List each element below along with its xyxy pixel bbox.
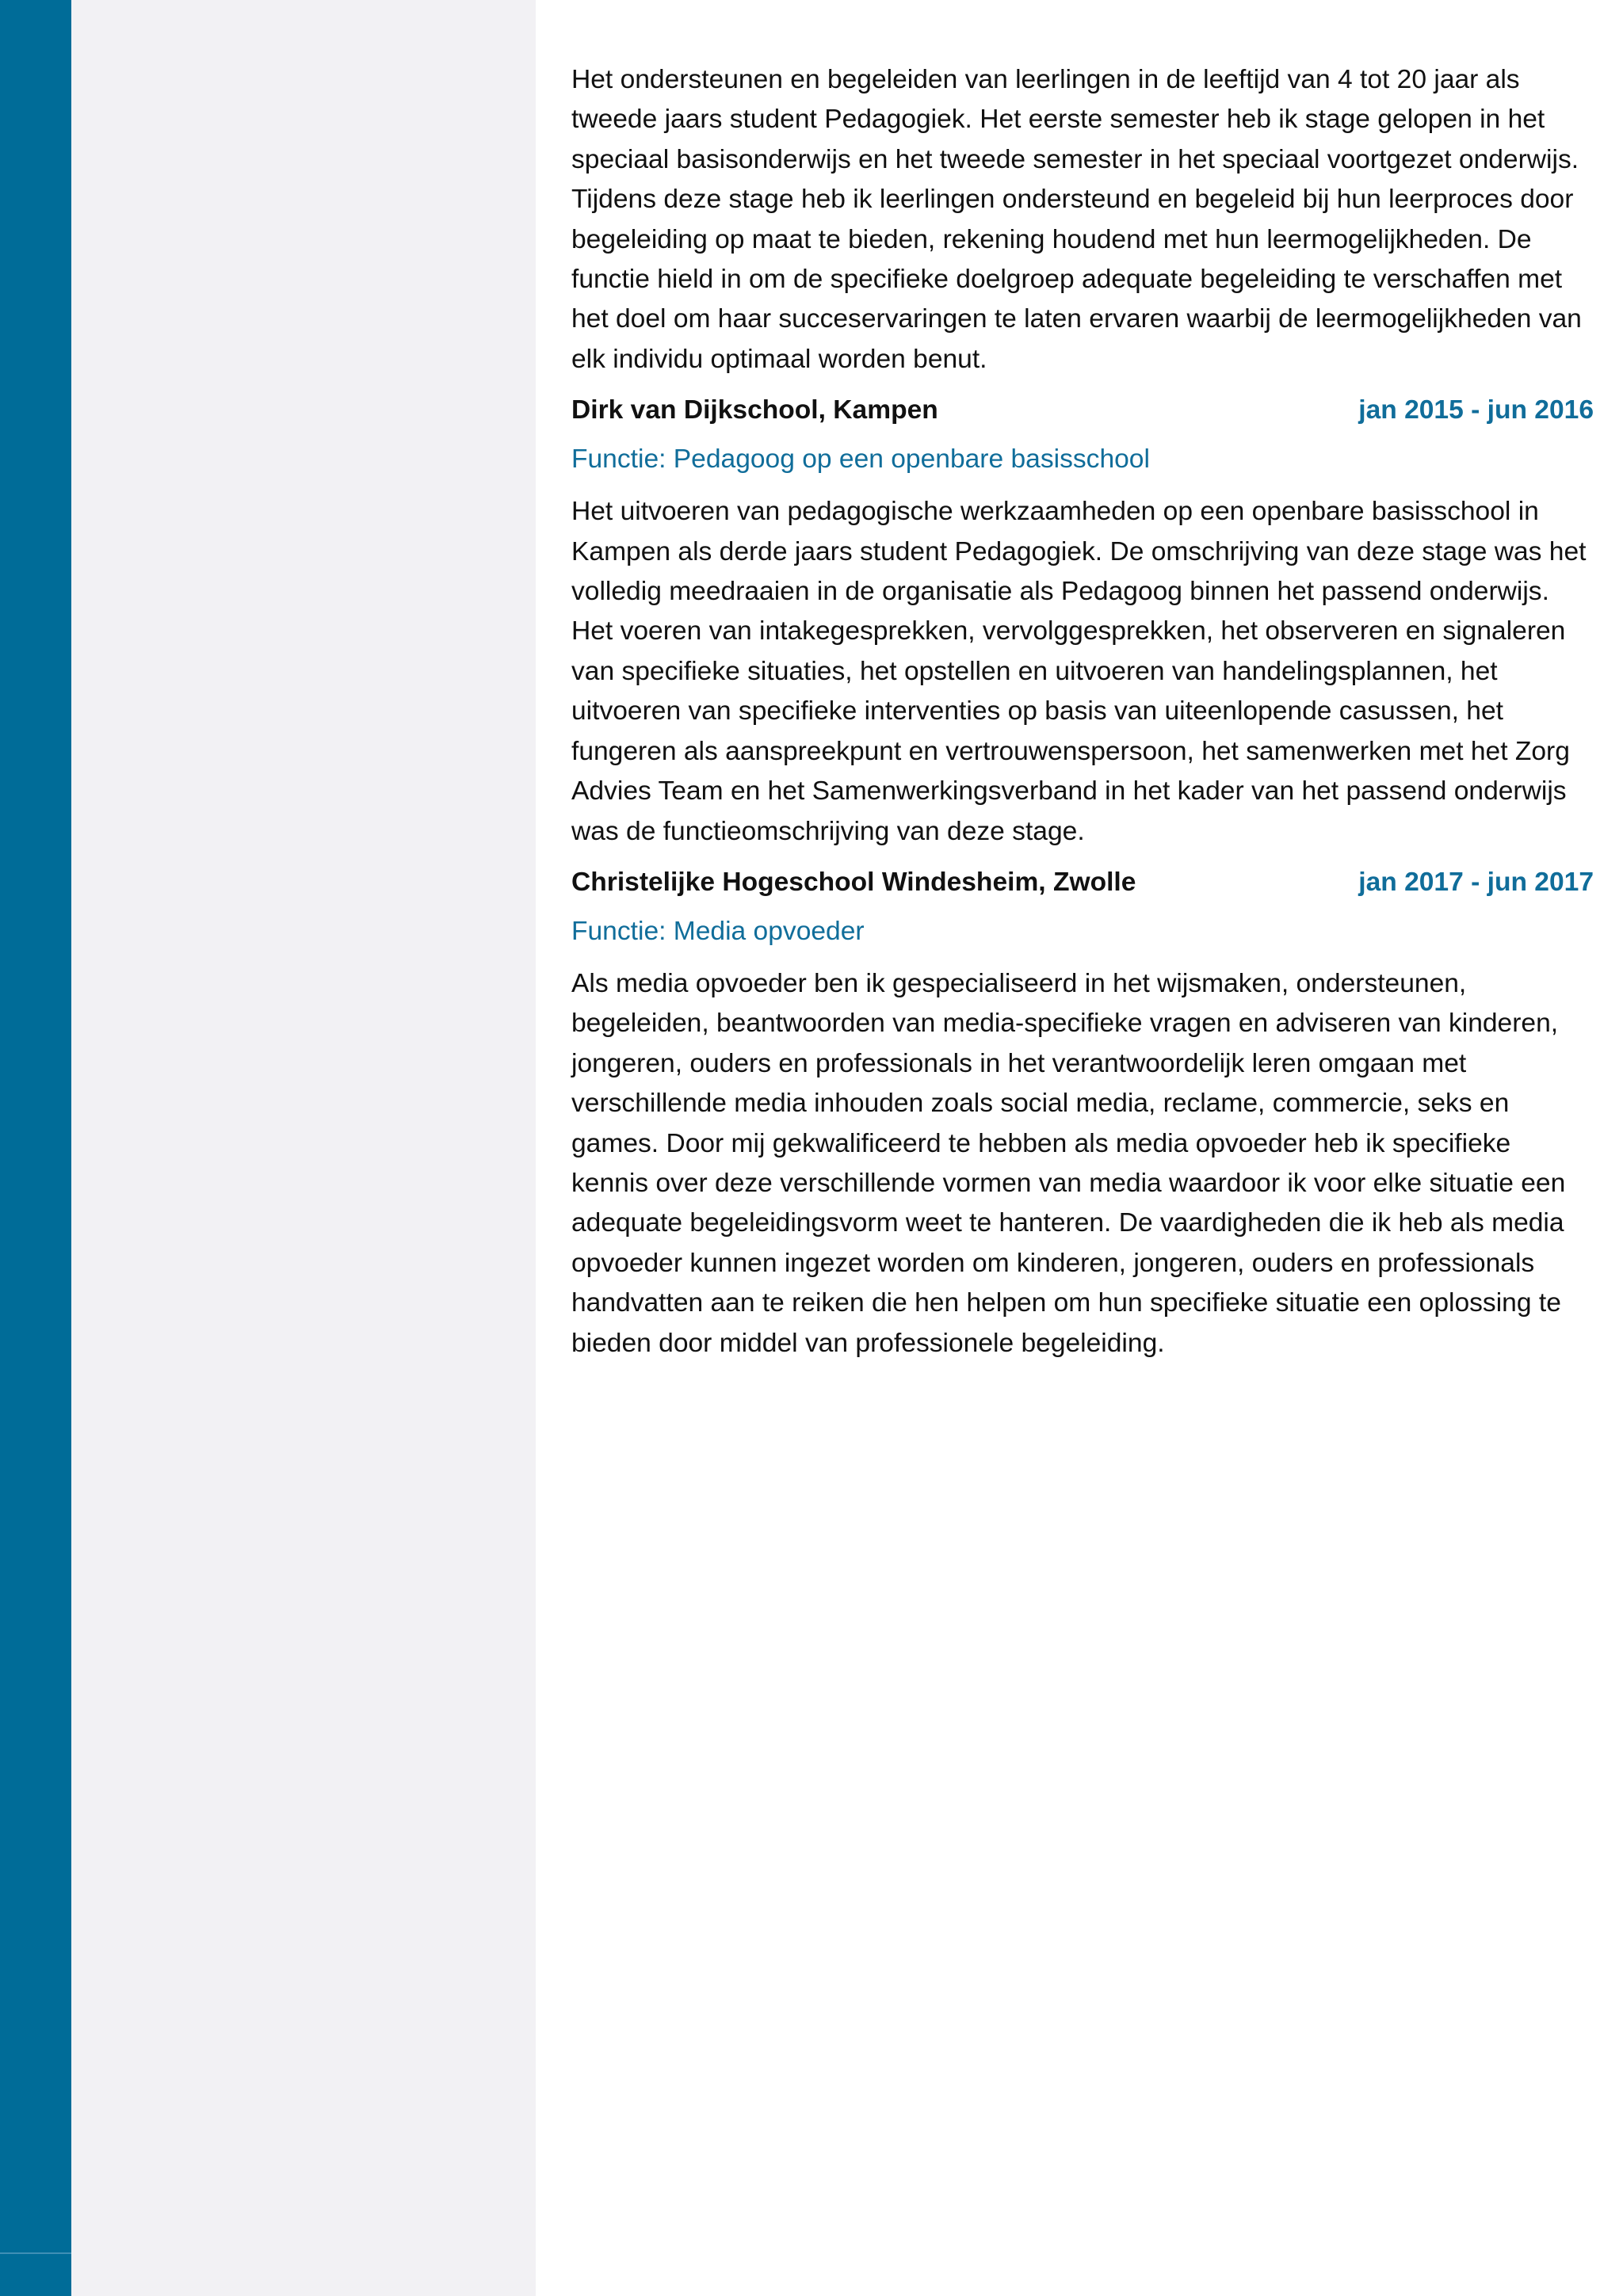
experience-section bbox=[571, 60, 1594, 1363]
entry-description: Het uitvoeren van pedagogische werkzaamheden op een openbare basisschool in Kampen als derde jaars student Pedagogiek. De omschrijving van deze stage was het volledig meedraaien in de organisatie als Pedagoog binnen het passend onderwijs. Het voeren van intakegesprekken, vervolggesprekken, het observeren en signaleren van specifieke situaties, het opstellen en uitvoeren van handelingsplannen, het uitvoeren van specifieke interventies op basis van uiteenlopende casussen, het fungeren als aanspreekpunt en vertrouwenspersoon, het samenwerken met het Zorg Advies Team en het Samenwerkingsverband in het kader van het passend onderwijs was de functieomschrijving van deze stage. bbox=[571, 497, 1587, 846]
entry-role: Functie: Pedagoog op een openbare basisschool bbox=[571, 444, 1150, 475]
intro-paragraph: Het ondersteunen en begeleiden van leerlingen in de leeftijd van 4 tot 20 jaar als tweede jaars student Pedagogiek. Het eerste semester heb ik stage gelopen in het speciaal basisonderwijs en het tweede semester in het speciaal voortgezet onderwijs. Tijdens deze stage heb ik leerlingen ondersteund en begeleid bij hun leerproces door begeleiding op maat te bieden, rekening houdend met hun leermogelijkheden. De functie hield in om de specifieke doelgroep adequate begeleiding te verschaffen met het doel om haar succeservaringen te laten ervaren waarbij de leermogelijkheden van elk individu optimaal worden benut. bbox=[571, 65, 1582, 374]
entry-description: Als media opvoeder ben ik gespecialiseerd in het wijsmaken, ondersteunen, begeleiden, beantwoorden van media-specifieke vragen en adviseren van kinderen, jongeren, ouders en professionals in het verantwoordelijk leren omgaan met verschillende media inhouden zoals social media, reclame, commercie, seks en games. Door mij gekwalificeerd te hebben als media opvoeder heb ik specifieke kennis over deze verschillende vormen van media waardoor ik voor elke situatie een adequate begeleidingsvorm weet te hanteren. De vaardigheden die ik heb als media opvoeder kunnen ingezet worden om kinderen, jongeren, ouders en professionals handvatten aan te reiken die hen helpen om hun specifieke situatie een oplossing te bieden door middel van professionele begeleiding. bbox=[571, 968, 1566, 1358]
accent-bar bbox=[0, 0, 71, 2296]
sidebar-panel bbox=[71, 0, 536, 2296]
entry-period: jan 2015 - jun 2016 bbox=[1358, 395, 1594, 425]
entry-role: Functie: Media opvoeder bbox=[571, 916, 865, 946]
experience-entry-dirk-van-dijkschool bbox=[571, 395, 1594, 852]
entry-organization: Dirk van Dijkschool, Kampen bbox=[571, 395, 938, 425]
entry-header bbox=[571, 395, 1594, 438]
entry-organization: Christelijke Hogeschool Windesheim, Zwolle bbox=[571, 867, 1136, 897]
entry-header bbox=[571, 868, 1594, 910]
accent-bar-divider bbox=[0, 2252, 71, 2254]
entry-period: jan 2017 - jun 2017 bbox=[1358, 867, 1594, 897]
experience-entry-windesheim bbox=[571, 868, 1594, 1363]
